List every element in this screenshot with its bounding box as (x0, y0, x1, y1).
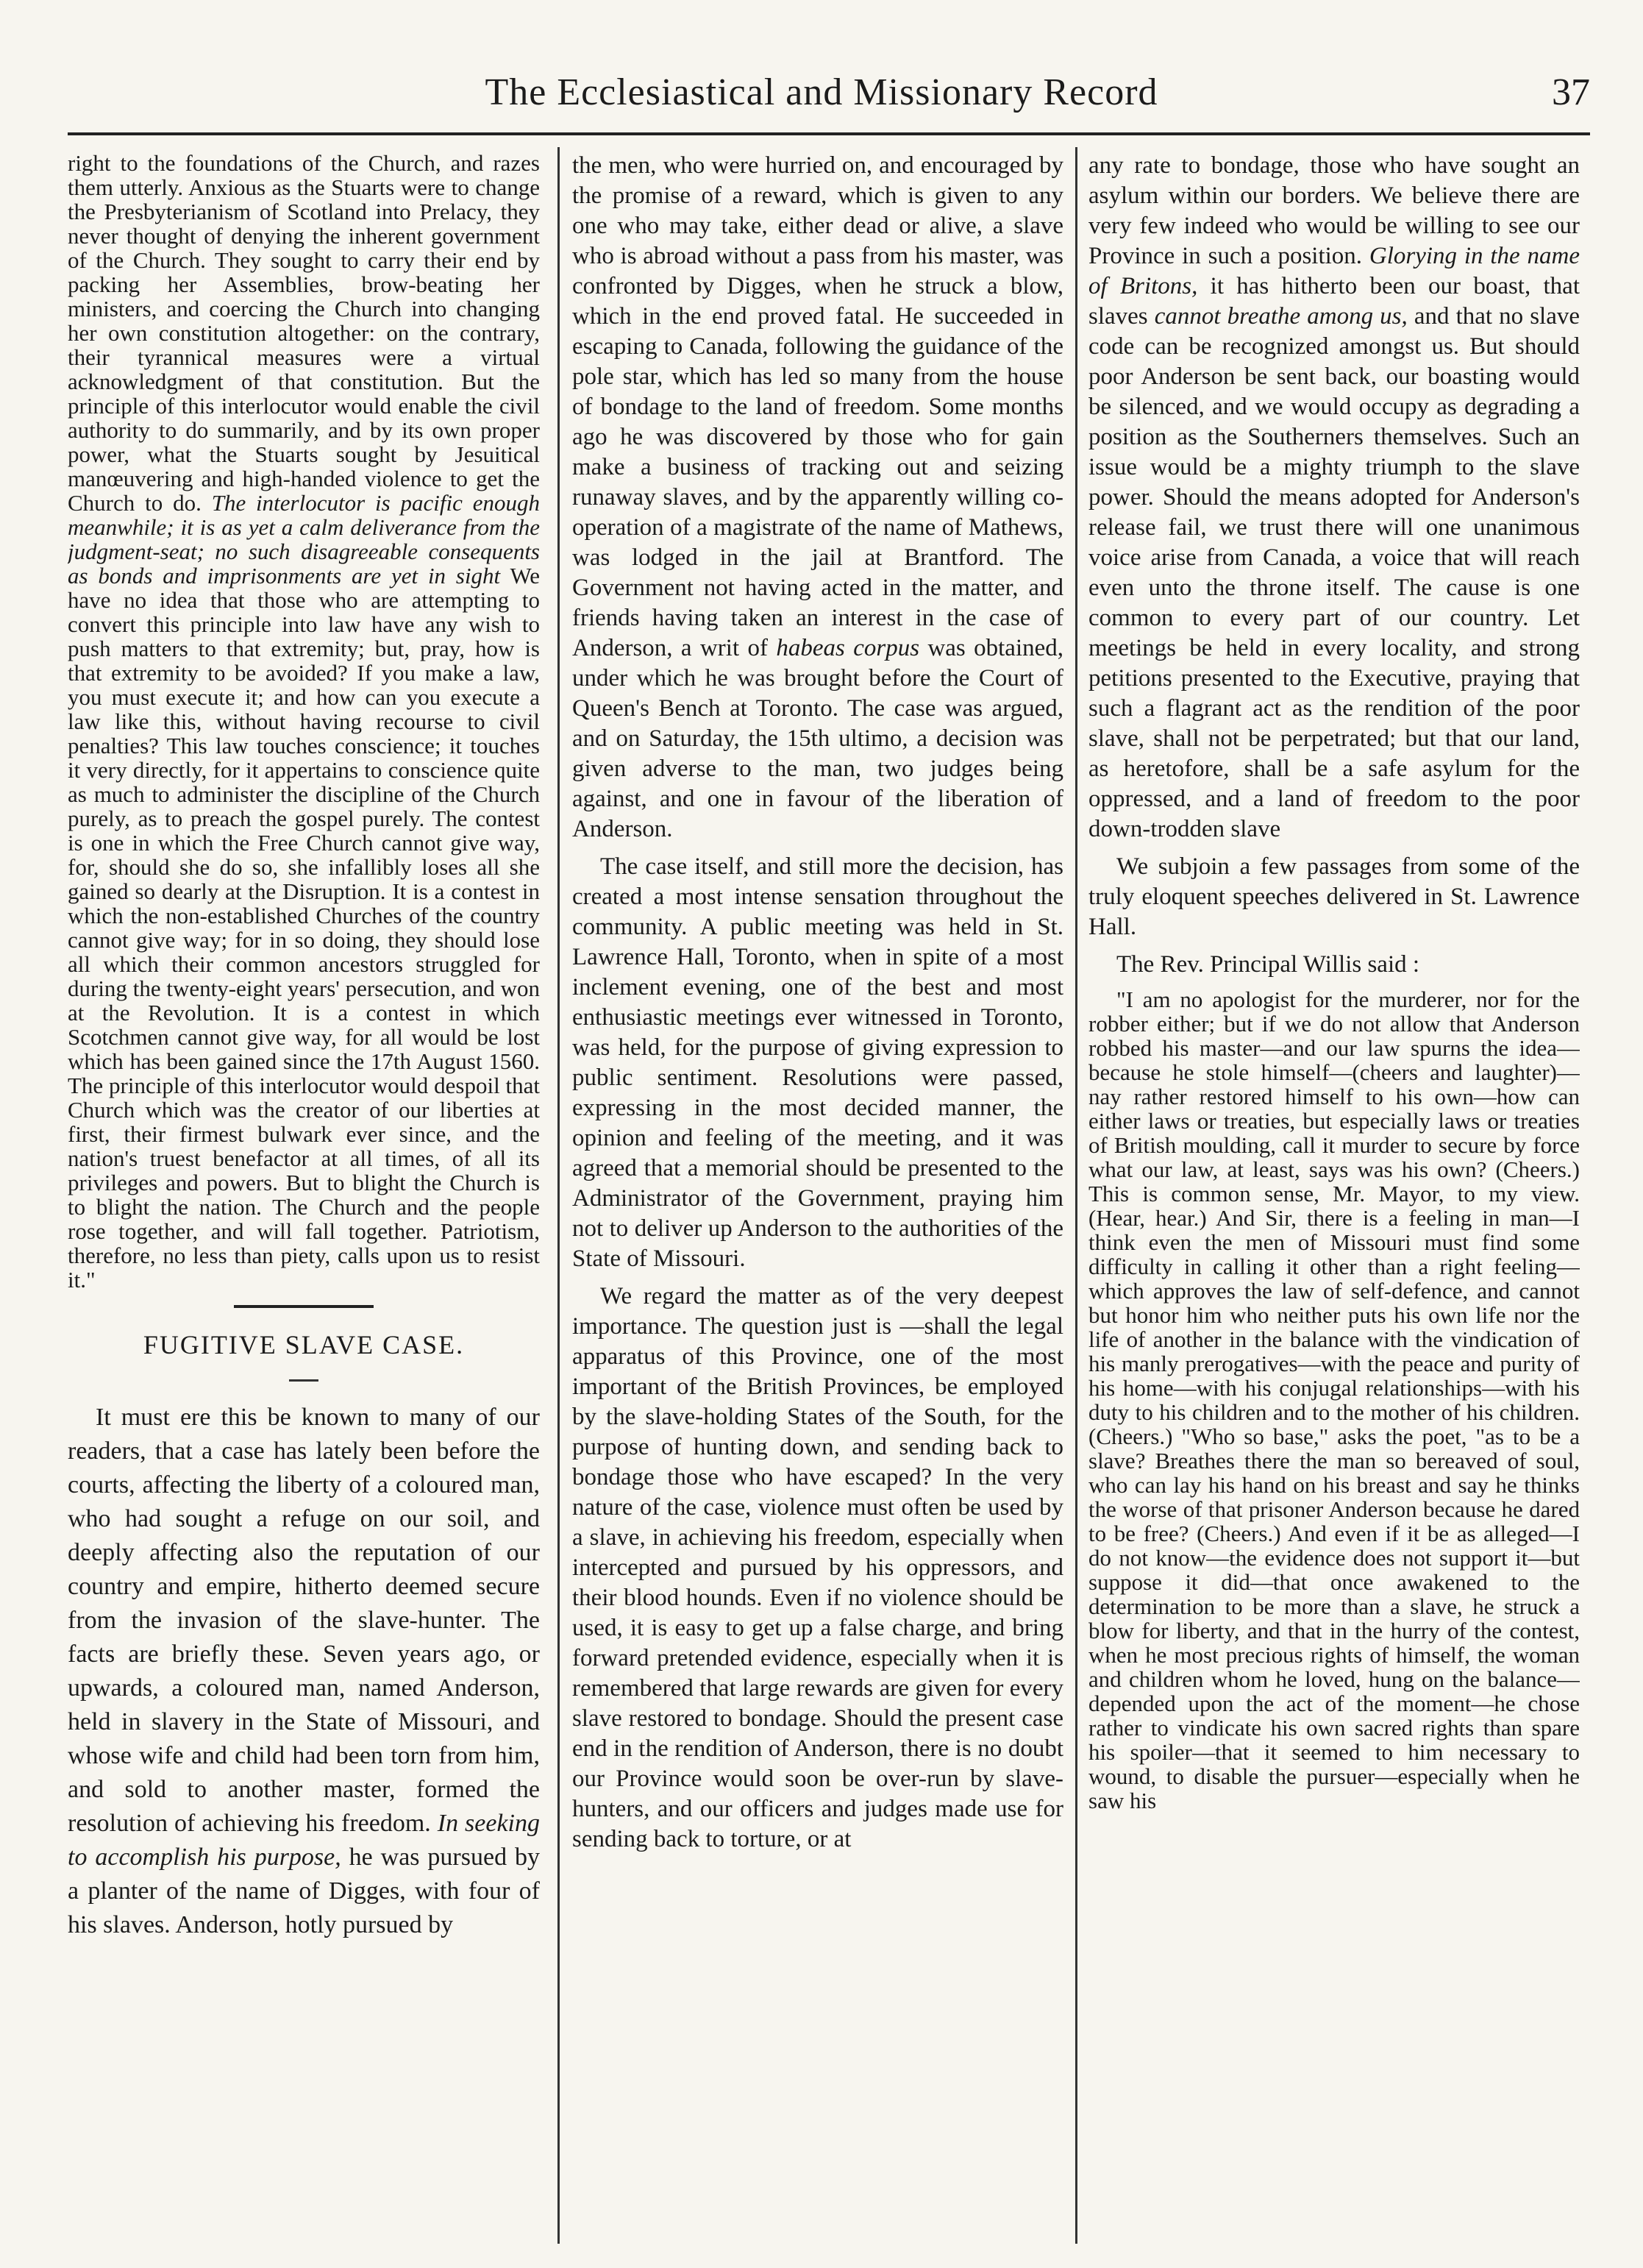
paragraph (572, 151, 1063, 845)
text-run: right to the foundations of the Church, and razes them utterly. Anxious as the Stuarts were to change the Presbyterianism of Scotland into Prelacy, they never thought of denying the inherent government of the Church. They sought to carry their end by packing her Assemblies, brow-beating her ministers, and coercing the Church into changing her own constitution altogether: on the contrary, their tyrannical measures were a virtual acknowledgment of that constitution. But the principle of this interlocutor would enable the civil authority to do summarily, and by its own proper power, what the Stuarts sought by Jesuitical manœuvering and high-handed violence to get the Church to do. (68, 151, 540, 516)
text-run: It must ere this be known to many of our readers, that a case has lately been before the courts, affecting the liberty of a coloured man, who had sought a refuge on our soil, and deeply affecting also the reputation of our country and empire, hitherto deemed secure from the invasion of the slave-hunter. The facts are briefly these. Seven years ago, or upwards, a coloured man, named Anderson, held in slavery in the State of Missouri, and whose wife and child had been torn from him, and sold to another master, formed the resolution of achieving his freedom. (68, 1404, 540, 1837)
heading-dash (289, 1379, 318, 1382)
column-1 (68, 151, 540, 2240)
text-run: he was pursued by a planter of the name of Digges, with four of his slaves. Anderson, hotly pursued by (68, 1844, 540, 1938)
column-divider (1075, 147, 1077, 2244)
quoted-speech: "I am no apologist for the murderer, nor for the robber either; but if we do not allow that Anderson robbed his master—and our law spurns the idea—because he stole himself—(cheers and laughter)—nay rather restored himself to his own—how can either laws or treaties, but especially laws or treaties of British moulding, call it murder to secure by force what our law, at least, says was his own? (Cheers.) This is common sense, Mr. Mayor, to my view. (Hear, hear.) And Sir, there is a feeling in man—I think even the men of Missouri must find some difficulty in calling it other than a right feeling—which approves the law of self-defence, and cannot but honor him who neither puts his own life nor the life of another in the balance with the vindication of his manly prerogatives—with the peace and purity of his home—with his conjugal relationships—with his duty to his children and to the mother of his children. (Cheers.) "Who so base," asks the poet, "as to be a slave? Breathes there the man so bereaved of soul, who can lay his hand on his breast and say he thinks the worse of that prisoner Anderson because he dared to be free? (Cheers.) And even if it be as alleged—I do not know—the evidence does not support it—but suppose it did—that once awakened to the determination to be more than a slave, he struck a blow for liberty, and that in the hurry of the contest, when he most precious rights of himself, the woman and children whom he loved, hung on the balance—depended upon the act of the moment—he chose rather to vindicate his own sacred rights than spare his spoiler—that it seemed to him necessary to wound, to disable the pursuer—especially when he saw his (1088, 987, 1580, 1813)
paragraph (1088, 151, 1580, 845)
text-run: the men, who were hurried on, and encouraged by the promise of a reward, which is given to any one who may take, either dead or alive, a slave who is abroad without a pass from his master, was confronted by Digges, when he struck a blow, which in the end proved fatal. He succeeded in escaping to Canada, following the guidance of the pole star, which has led so many from the house of bondage to the land of freedom. Some months ago he was discovered by those who for gain make a business of tracking out and seizing runaway slaves, and by the apparently willing co-operation of a magistrate of the name of Mathews, was lodged in the jail at Brantford. The Government not having acted in the matter, and friends having taken an interest in the case of Anderson, a writ of (572, 152, 1063, 661)
paragraph (68, 151, 540, 1292)
paragraph: We regard the matter as of the very deepest importance. The question just is —shall the legal apparatus of this Province, one of the most important of the British Provinces, be employed by the slave-holding States of the South, for the purpose of hunting down, and sending back to bondage those who have escaped? In the very nature of the case, violence must often be used by a slave, in achieving his freedom, especially when intercepted and pursued by his oppressors, and their blood hounds. Even if no violence should be used, it is easy to get up a false charge, and bring forward pretended evidence, especially when it is remembered that large rewards are given for every slave restored to bondage. Should the present case end in the rendition of Anderson, there is no doubt our Province would soon be over-run by slave-hunters, and our officers and judges made use for sending back to torture, or at (572, 1283, 1063, 1852)
paragraph: We subjoin a few passages from some of the truly eloquent speeches delivered in St. Lawrence Hall. (1088, 853, 1580, 940)
column-divider (557, 147, 560, 2244)
italic-text: Glorying in the name of Britons, (1088, 243, 1580, 299)
paragraph: The case itself, and still more the decision, has created a most intense sensation throughout the community. A public meeting was held in St. Lawrence Hall, Toronto, when in spite of a most inclement evening, one of the best and most enthusiastic meetings ever witnessed in Toronto, was held, for the purpose of giving expression to public sentiment. Resolutions were passed, expressing in the most decided manner, the opinion and feeling of the meeting, and it was agreed that a memorial should be presented to the Administrator of the Government, praying him not to deliver up Anderson to the authorities of the State of Missouri. (572, 853, 1063, 1272)
text-run: was obtained, under which he was brought before the Court of Queen's Bench at Toronto. The case was argued, and on Saturday, the 15th ultimo, a decision was given adverse to the man, two judges being against, and one in favour of the liberation of Anderson. (572, 635, 1063, 842)
text-run: any rate to bondage, those who have sought an asylum within our borders. We believe there are very few indeed who would be willing to see our Province in such a position. (1088, 152, 1580, 269)
italic-text: cannot breathe among us, (1154, 303, 1408, 330)
page-number: 37 (1552, 71, 1590, 113)
italic-text: habeas corpus (776, 635, 920, 661)
paragraph: The Rev. Principal Willis said : (1116, 951, 1420, 978)
column-2 (572, 151, 1063, 2240)
text-run: and that no slave code can be recognized amongst us. But should poor Anderson be sent back, our boasting would be silenced, and we would occupy as degrading a position as the Southerners themselves. Such an issue would be a mighty triumph to the slave power. Should the means adopted for Anderson's release fail, we trust there will one unanimous voice arise from Canada, a voice that will reach even unto the throne itself. The cause is one common to every part of our country. Let meetings be held in every locality, and strong petitions presented to the Executive, praying that such a flagrant act as the rendition of the poor slave, shall not be perpetrated; but that our land, as heretofore, shall be a safe asylum for the oppressed, and a land of freedom to the poor down-trodden slave (1088, 303, 1580, 842)
section-divider (234, 1305, 374, 1308)
running-head (0, 71, 1643, 137)
header-rule (68, 132, 1590, 135)
paragraph (68, 1401, 540, 1942)
column-3 (1088, 151, 1580, 2240)
section-heading: FUGITIVE SLAVE CASE. (143, 1330, 465, 1359)
text-run: We have no idea that those who are attempting to convert this principle into law have any wish to push matters to that extremity; but, pray, how is that extremity to be avoided? If you make a law, you must execute it; and how can you execute a law like this, without having recourse to civil penalties? This law touches conscience; it touches it very directly, for it appertains to conscience quite as much to administer the discipline of the Church purely, as to preach the gospel purely. The contest is one in which the Free Church cannot give way, for, should she do so, she infallibly loses all she gained so dearly at the Disruption. It is a contest in which the non-established Churches of the country cannot give way; for in so doing, they should lose all which their common ancestors struggled for during the twenty-eight years' persecution, and won at the Revolution. It is a contest in which Scotchmen cannot give way, for all would be lost which has been gained since the 17th August 1560. The principle of this interlocutor would despoil that Church which was the creator of our liberties at first, their firmest bulwark ever since, and the nation's truest benefactor at all times, of all its privileges and powers. But to blight the Church is to blight the nation. The Church and the people rose together, and will fall together. Patriotism, therefore, no less than piety, calls upon us to resist it." (68, 563, 540, 1293)
running-title: The Ecclesiastical and Missionary Record (485, 71, 1158, 113)
italic-text: In seeking to accomplish his purpose, (68, 1810, 540, 1871)
italic-text: The interlocutor is pacific enough meanwhile; it is as yet a calm deliverance from the judgment-seat; no such disagreeable consequents as bonds and imprisonments are yet in sight (68, 490, 540, 589)
text-run: it has hitherto been our boast, that slaves (1088, 273, 1580, 330)
